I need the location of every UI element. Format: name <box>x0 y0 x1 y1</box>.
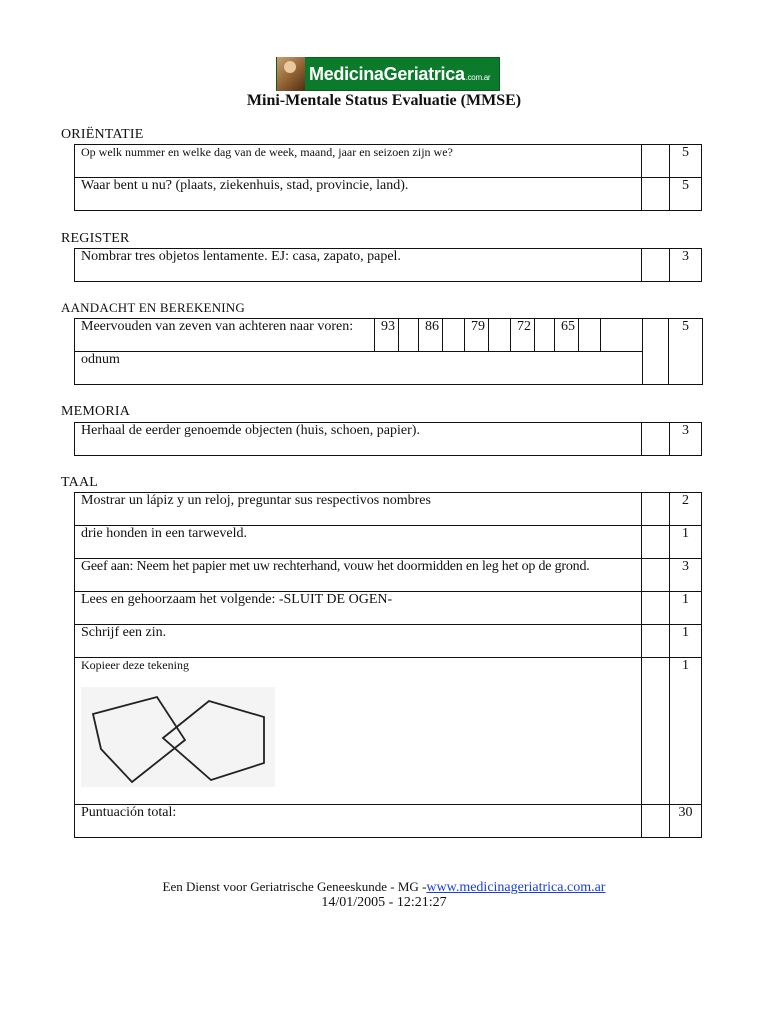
question-text: Nombrar tres objetos lentamente. EJ: casa, zapato, papel. <box>75 249 642 282</box>
answer-cell[interactable] <box>642 592 670 625</box>
max-score: 3 <box>670 423 702 456</box>
answer-cell[interactable] <box>642 658 670 805</box>
section-label-orientatie: ORIËNTATIE <box>61 127 144 142</box>
table-row <box>75 352 703 385</box>
footer-datetime: 14/01/2005 - 12:21:27 <box>321 895 447 910</box>
answer-cell[interactable] <box>443 319 465 352</box>
question-text: Herhaal de eerder genoemde objecten (huis, schoen, papier). <box>75 423 642 456</box>
answer-cell[interactable] <box>642 559 670 592</box>
answer-cell[interactable] <box>399 319 419 352</box>
table-row <box>75 805 702 838</box>
question-text: Meervouden van zeven van achteren naar voren: <box>75 319 375 352</box>
answer-cell[interactable] <box>601 319 643 352</box>
answer-cell[interactable] <box>535 319 555 352</box>
max-score: 5 <box>670 145 702 178</box>
answer-cell[interactable] <box>643 319 669 385</box>
max-score: 1 <box>670 625 702 658</box>
register-table <box>74 248 702 282</box>
table-row <box>75 493 702 526</box>
table-row <box>75 145 702 178</box>
question-text: Mostrar un lápiz y un reloj, preguntar sus respectivos nombres <box>75 493 642 526</box>
answer-cell[interactable] <box>642 145 670 178</box>
intersecting-pentagons-figure <box>81 687 275 787</box>
aandacht-table <box>74 318 703 385</box>
question-text: odnum <box>75 352 643 385</box>
answer-cell[interactable] <box>642 423 670 456</box>
answer-cell[interactable] <box>579 319 601 352</box>
logo-text: MedicinaGeriatrica.com.ar <box>309 63 491 84</box>
question-text: Geef aan: Neem het papier met uw rechterhand, vouw het doormidden en leg het op de grond. <box>75 559 642 592</box>
copy-drawing-cell <box>75 658 642 805</box>
max-score: 2 <box>670 493 702 526</box>
serial-number: 72 <box>511 319 535 352</box>
table-row <box>75 319 703 352</box>
footer-text: Een Dienst voor Geriatrische Geneeskunde - MG - <box>162 879 427 894</box>
section-label-register: REGISTER <box>61 231 130 246</box>
max-score: 3 <box>670 249 702 282</box>
table-row <box>75 625 702 658</box>
answer-cell[interactable] <box>642 805 670 838</box>
table-row <box>75 559 702 592</box>
max-score: 1 <box>670 526 702 559</box>
question-text: Op welk nummer en welke dag van de week, maand, jaar en seizoen zijn we? <box>75 145 642 178</box>
max-score: 5 <box>670 178 702 211</box>
section-label-aandacht: AANDACHT EN BEREKENING <box>61 300 245 315</box>
table-row <box>75 526 702 559</box>
answer-cell[interactable] <box>642 625 670 658</box>
footer <box>0 879 768 896</box>
table-row <box>75 592 702 625</box>
total-label: Puntuación total: <box>75 805 642 838</box>
answer-cell[interactable] <box>642 526 670 559</box>
table-row <box>75 423 702 456</box>
site-logo <box>276 57 500 91</box>
serial-number: 93 <box>375 319 399 352</box>
answer-cell[interactable] <box>489 319 511 352</box>
max-score: 5 <box>669 319 703 385</box>
logo-figure-icon <box>277 57 305 91</box>
section-label-taal: TAAL <box>61 475 99 490</box>
taal-table <box>74 492 702 838</box>
section-label-memoria: MEMORIA <box>61 404 131 419</box>
answer-cell[interactable] <box>642 178 670 211</box>
table-row <box>75 249 702 282</box>
total-score: 30 <box>670 805 702 838</box>
question-text: Lees en gehoorzaam het volgende: -SLUIT DE OGEN- <box>75 592 642 625</box>
serial-number: 79 <box>465 319 489 352</box>
max-score: 3 <box>670 559 702 592</box>
serial-number: 86 <box>419 319 443 352</box>
footer-link[interactable]: www.medicinageriatrica.com.ar <box>426 880 606 895</box>
serial-number: 65 <box>555 319 579 352</box>
memoria-table <box>74 422 702 456</box>
table-row <box>75 658 702 805</box>
max-score: 1 <box>670 658 702 805</box>
orientatie-table <box>74 144 702 211</box>
answer-cell[interactable] <box>642 249 670 282</box>
question-text: drie honden in een tarweveld. <box>75 526 642 559</box>
table-row <box>75 178 702 211</box>
question-text: Waar bent u nu? (plaats, ziekenhuis, stad, provincie, land). <box>75 178 642 211</box>
question-text: Schrijf een zin. <box>75 625 642 658</box>
document-title: Mini-Mentale Status Evaluatie (MMSE) <box>246 92 522 109</box>
max-score: 1 <box>670 592 702 625</box>
question-text: Kopieer deze tekening <box>81 658 189 672</box>
answer-cell[interactable] <box>642 493 670 526</box>
